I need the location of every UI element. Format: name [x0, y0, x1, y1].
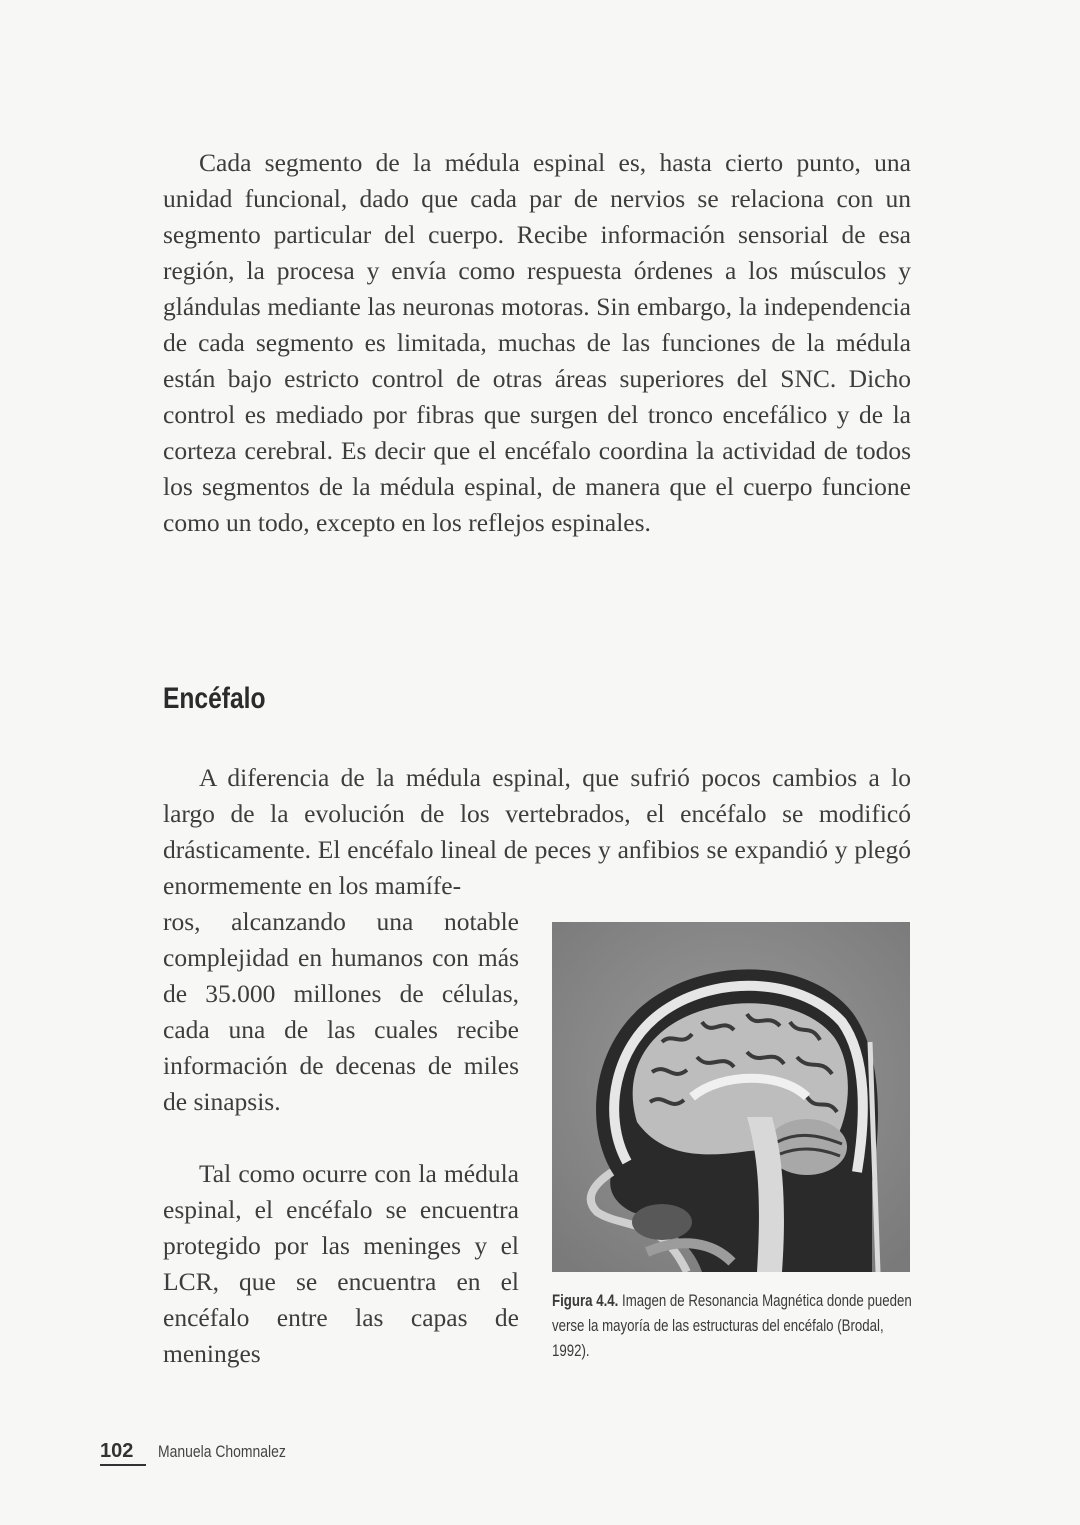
- body-paragraph-4: Tal como ocurre con la médula espinal, el encéfalo se encuentra protegido por las meninges y el LCR, que se encuentra en el encéfalo entre las capas de meninges: [163, 1159, 519, 1368]
- body-paragraph-3: ros, alcanzando una notable complejidad en humanos con más de 35.000 millones de células, cada una de las cuales recibe información de decenas de miles de sinapsis.: [163, 907, 519, 1116]
- mri-brain-image: [552, 922, 910, 1272]
- figure-caption: [552, 1288, 919, 1363]
- section-heading: Encéfalo: [163, 682, 266, 715]
- mri-brain-illustration: [552, 922, 910, 1272]
- figure-caption-text: Imagen de Resonancia Magnética donde pueden verse la mayoría de las estructuras del encéfalo (Brodal, 1992).: [552, 1291, 912, 1360]
- page-footer: [100, 1440, 314, 1466]
- body-paragraph-1: Cada segmento de la médula espinal es, hasta cierto punto, una unidad funcional, dado que cada par de nervios se relaciona con un segmento particular del cuerpo. Recibe información sensorial de esa región, la procesa y envía como respuesta órdenes a los músculos y glándulas mediante las neuronas motoras. Sin embargo, la independencia de cada segmento es limitada, muchas de las funciones de la médula están bajo estricto control de otras áreas superiores del SNC. Dicho control es mediado por fibras que surgen del tronco encefálico y de la corteza cerebral. Es decir que el encéfalo coordina la actividad de todos los segmentos de la médula espinal, de manera que el cuerpo funcione como un todo, excepto en los reflejos espinales.: [163, 148, 911, 537]
- body-paragraph-2: A diferencia de la médula espinal, que sufrió pocos cambios a lo largo de la evolución de los vertebrados, el encéfalo se modificó drásticamente. El encéfalo lineal de peces y anfibios se expandió y plegó enormemente en los mamífe-: [163, 763, 911, 900]
- figure-label: Figura 4.4.: [552, 1291, 619, 1310]
- page-number: 102: [100, 1440, 146, 1466]
- running-footer-author: Manuela Chomnalez: [158, 1442, 286, 1461]
